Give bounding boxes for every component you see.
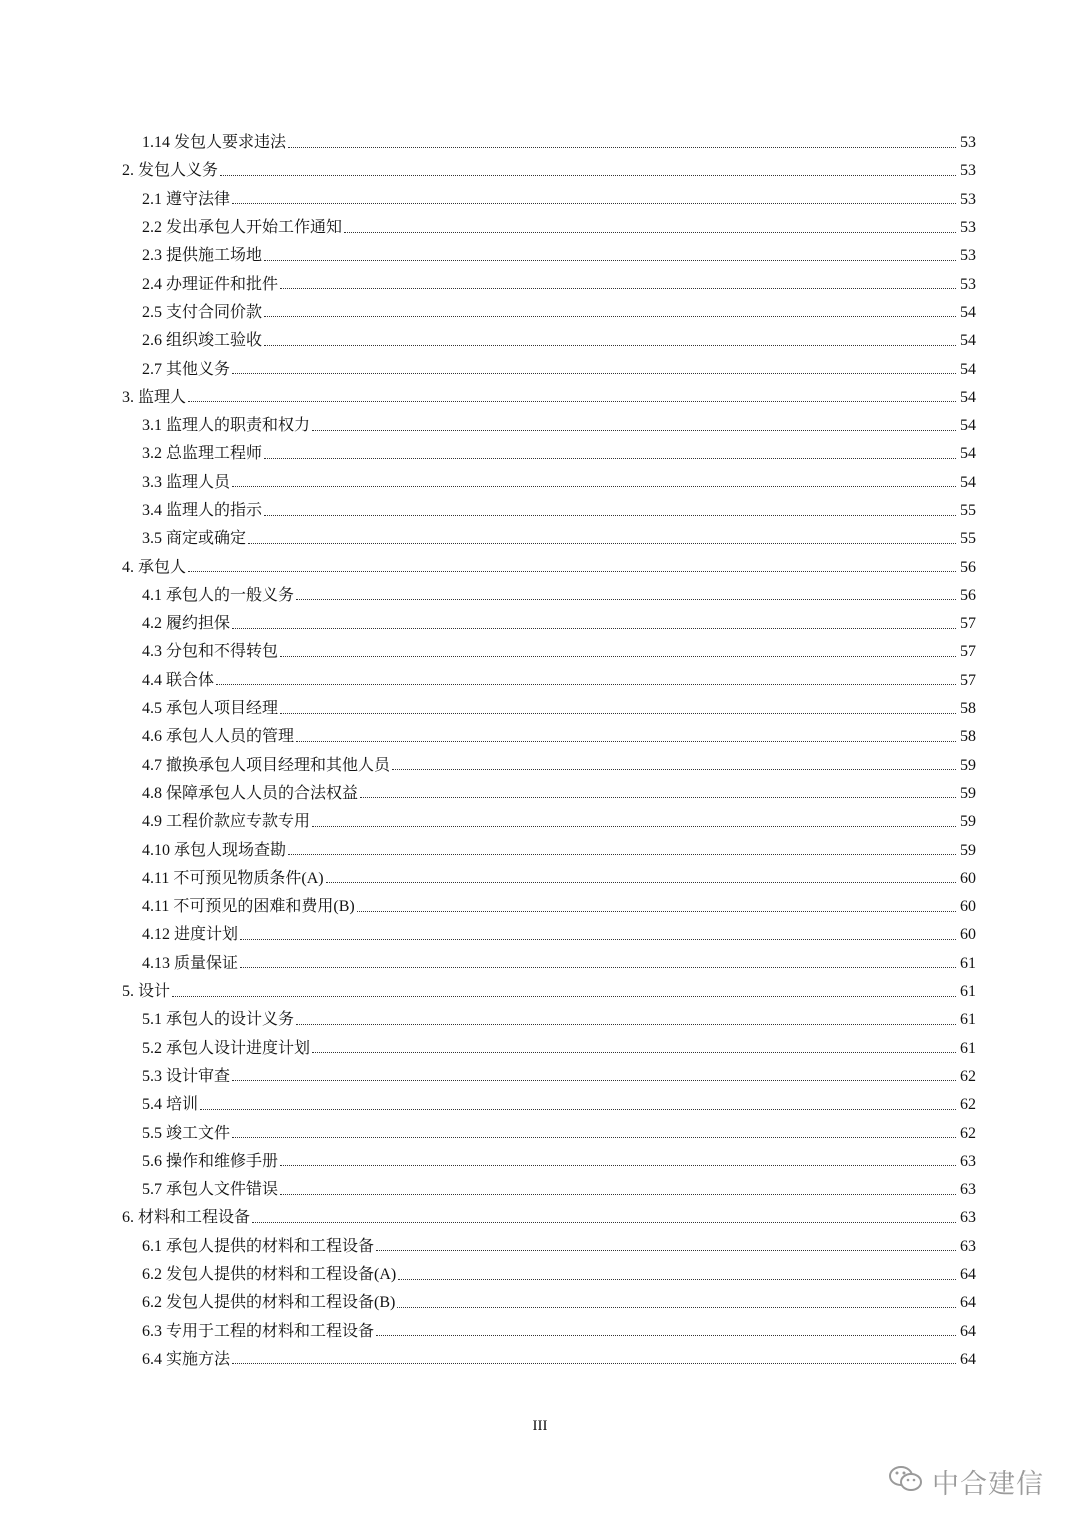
toc-leader-dots <box>232 628 956 629</box>
toc-entry-page: 54 <box>960 332 976 350</box>
toc-leader-dots <box>296 741 956 742</box>
toc-entry-title: 4.5 承包人项目经理 <box>142 700 279 718</box>
toc-leader-dots <box>392 769 956 770</box>
toc-entry-title: 6.4 实施方法 <box>142 1350 231 1368</box>
toc-entry-page: 61 <box>960 983 976 1001</box>
toc-leader-dots <box>376 1250 956 1251</box>
toc-leader-dots <box>280 1194 956 1195</box>
toc-entry-title: 4.10 承包人现场查勘 <box>142 841 287 859</box>
toc-entry-title: 3.2 总监理工程师 <box>142 445 263 463</box>
toc-leader-dots <box>172 996 956 997</box>
toc-leader-dots <box>216 684 956 685</box>
toc-entry[interactable] <box>0 1176 1080 1204</box>
toc-leader-dots <box>326 882 956 883</box>
toc-entry-page: 58 <box>960 728 976 746</box>
toc-entry-page: 56 <box>960 558 976 576</box>
toc-entry-page: 59 <box>960 784 976 802</box>
toc-entry[interactable] <box>0 865 1080 893</box>
toc-entry-title: 5. 设计 <box>122 983 171 1001</box>
toc-entry-page: 63 <box>960 1209 976 1227</box>
toc-entry-page: 56 <box>960 586 976 604</box>
toc-entry-page: 61 <box>960 1039 976 1057</box>
toc-entry[interactable] <box>0 1119 1080 1147</box>
toc-entry-title: 4.9 工程价款应专款专用 <box>142 813 311 831</box>
toc-entry-page: 62 <box>960 1096 976 1114</box>
toc-entry-page: 61 <box>960 1011 976 1029</box>
toc-entry-title: 4.2 履约担保 <box>142 615 231 633</box>
toc-leader-dots <box>232 486 956 487</box>
toc-entry-title: 2.3 提供施工场地 <box>142 247 263 265</box>
toc-entry-page: 62 <box>960 1067 976 1085</box>
toc-entry[interactable] <box>0 327 1080 355</box>
toc-entry[interactable] <box>0 582 1080 610</box>
toc-leader-dots <box>248 543 956 544</box>
toc-leader-dots <box>288 147 956 148</box>
toc-entry[interactable] <box>0 667 1080 695</box>
toc-entry-title: 3.1 监理人的职责和权力 <box>142 417 311 435</box>
toc-entry-title: 4.3 分包和不得转包 <box>142 643 279 661</box>
toc-entry[interactable] <box>0 299 1080 327</box>
toc-entry-title: 4.6 承包人人员的管理 <box>142 728 295 746</box>
toc-leader-dots <box>264 515 956 516</box>
toc-leader-dots <box>357 911 956 912</box>
toc-leader-dots <box>232 1137 956 1138</box>
toc-leader-dots <box>232 373 956 374</box>
toc-entry[interactable] <box>0 1317 1080 1345</box>
toc-entry-title: 5.5 竣工文件 <box>142 1124 231 1142</box>
toc-leader-dots <box>232 203 956 204</box>
toc-entry-page: 54 <box>960 473 976 491</box>
toc-entry-title: 6.3 专用于工程的材料和工程设备 <box>142 1322 375 1340</box>
toc-entry-page: 59 <box>960 813 976 831</box>
toc-leader-dots <box>252 1222 956 1223</box>
toc-entry[interactable] <box>0 752 1080 780</box>
toc-leader-dots <box>264 260 956 261</box>
toc-entry-title: 2.5 支付合同价款 <box>142 303 263 321</box>
toc-entry-title: 5.2 承包人设计进度计划 <box>142 1039 311 1057</box>
toc-leader-dots <box>220 175 956 176</box>
toc-leader-dots <box>312 826 956 827</box>
toc-entry-title: 3.4 监理人的指示 <box>142 502 263 519</box>
page-number: III <box>532 1418 548 1434</box>
toc-entry[interactable] <box>0 553 1080 581</box>
toc-entry-title: 6.1 承包人提供的材料和工程设备 <box>142 1237 375 1255</box>
toc-entry-page: 59 <box>960 841 976 859</box>
watermark-text: 中合建信 <box>932 1468 1044 1500</box>
table-of-contents <box>0 129 1080 1374</box>
toc-entry[interactable] <box>0 836 1080 864</box>
toc-leader-dots <box>280 656 956 657</box>
toc-entry[interactable] <box>0 695 1080 723</box>
toc-entry[interactable] <box>0 978 1080 1006</box>
toc-entry-title: 4.1 承包人的一般义务 <box>142 586 295 604</box>
toc-leader-dots <box>188 571 956 572</box>
toc-entry-title: 2.4 办理证件和批件 <box>142 275 279 293</box>
toc-entry-title: 4.11 不可预见的困难和费用(B) <box>142 898 355 916</box>
toc-entry[interactable] <box>0 214 1080 242</box>
toc-entry[interactable] <box>0 921 1080 949</box>
toc-entry-page: 60 <box>960 898 976 916</box>
toc-entry-title: 2.6 组织竣工验收 <box>142 332 263 350</box>
toc-leader-dots <box>312 430 956 431</box>
toc-entry-page: 60 <box>960 869 976 887</box>
toc-entry[interactable] <box>0 1006 1080 1034</box>
toc-entry[interactable] <box>0 950 1080 978</box>
toc-entry[interactable] <box>0 780 1080 808</box>
toc-leader-dots <box>376 1335 956 1336</box>
toc-entry-title: 2.2 发出承包人开始工作通知 <box>142 219 343 237</box>
toc-leader-dots <box>280 288 956 289</box>
toc-entry-page: 53 <box>960 247 976 265</box>
toc-entry-page: 53 <box>960 219 976 237</box>
toc-entry-page: 63 <box>960 1237 976 1255</box>
toc-entry-title: 4.4 联合体 <box>142 671 215 689</box>
toc-entry-page: 57 <box>960 615 976 633</box>
toc-entry[interactable] <box>0 1035 1080 1063</box>
toc-entry-page: 60 <box>960 926 976 944</box>
toc-entry[interactable] <box>0 384 1080 412</box>
toc-entry[interactable] <box>0 723 1080 751</box>
toc-entry-title: 4.13 质量保证 <box>142 954 239 972</box>
toc-entry-page: 55 <box>960 502 976 519</box>
toc-entry-title: 5.4 培训 <box>142 1096 199 1114</box>
toc-entry[interactable] <box>0 412 1080 440</box>
toc-entry[interactable] <box>0 469 1080 497</box>
toc-entry[interactable] <box>0 1346 1080 1374</box>
toc-entry[interactable] <box>0 497 1080 525</box>
toc-entry[interactable] <box>0 610 1080 638</box>
toc-entry[interactable] <box>0 1148 1080 1176</box>
toc-entry-title: 2.1 遵守法律 <box>142 190 231 208</box>
toc-entry-title: 5.7 承包人文件错误 <box>142 1181 279 1199</box>
toc-leader-dots <box>188 401 956 402</box>
toc-leader-dots <box>264 458 956 459</box>
toc-entry-title: 4.12 进度计划 <box>142 926 239 944</box>
toc-leader-dots <box>296 599 956 600</box>
toc-leader-dots <box>264 316 956 317</box>
toc-entry-page: 57 <box>960 643 976 661</box>
toc-entry-title: 5.1 承包人的设计义务 <box>142 1011 295 1029</box>
toc-entry-page: 54 <box>960 388 976 406</box>
toc-entry-page: 64 <box>960 1294 976 1312</box>
toc-entry[interactable] <box>0 129 1080 157</box>
toc-entry-page: 63 <box>960 1152 976 1170</box>
toc-entry-page: 53 <box>960 190 976 208</box>
toc-leader-dots <box>280 713 956 714</box>
toc-leader-dots <box>232 1363 956 1364</box>
toc-leader-dots <box>280 1165 956 1166</box>
toc-entry[interactable] <box>0 893 1080 921</box>
toc-entry-title: 4.7 撤换承包人项目经理和其他人员 <box>142 756 391 774</box>
toc-entry[interactable] <box>0 1063 1080 1091</box>
toc-entry[interactable] <box>0 186 1080 214</box>
toc-leader-dots <box>240 939 956 940</box>
toc-leader-dots <box>288 854 956 855</box>
toc-entry-page: 53 <box>960 275 976 293</box>
toc-entry[interactable] <box>0 1204 1080 1232</box>
toc-entry-title: 6.2 发包人提供的材料和工程设备(A) <box>142 1266 397 1284</box>
toc-entry-page: 63 <box>960 1181 976 1199</box>
toc-entry[interactable] <box>0 1261 1080 1289</box>
toc-entry[interactable] <box>0 270 1080 298</box>
toc-leader-dots <box>360 797 956 798</box>
toc-entry[interactable] <box>0 808 1080 836</box>
toc-entry-page: 61 <box>960 954 976 972</box>
toc-entry[interactable] <box>0 1289 1080 1317</box>
toc-entry-title: 3.3 监理人员 <box>142 473 231 491</box>
toc-entry-title: 1.14 发包人要求违法 <box>142 134 287 152</box>
toc-entry-title: 5.6 操作和维修手册 <box>142 1152 279 1170</box>
toc-entry[interactable] <box>0 355 1080 383</box>
toc-entry-page: 55 <box>960 530 976 548</box>
toc-entry[interactable] <box>0 1233 1080 1261</box>
toc-entry[interactable] <box>0 525 1080 553</box>
toc-entry-page: 64 <box>960 1322 976 1340</box>
toc-leader-dots <box>240 967 956 968</box>
toc-leader-dots <box>232 1080 956 1081</box>
toc-entry-page: 64 <box>960 1350 976 1368</box>
toc-entry-page: 53 <box>960 134 976 152</box>
toc-entry-page: 53 <box>960 162 976 180</box>
toc-entry-title: 3. 监理人 <box>122 388 187 406</box>
toc-entry-title: 2.7 其他义务 <box>142 360 231 378</box>
toc-entry[interactable] <box>0 157 1080 185</box>
toc-entry-page: 58 <box>960 700 976 718</box>
toc-entry[interactable] <box>0 440 1080 468</box>
toc-entry-title: 6. 材料和工程设备 <box>122 1209 251 1227</box>
toc-entry-page: 59 <box>960 756 976 774</box>
toc-entry-page: 62 <box>960 1124 976 1142</box>
toc-entry-title: 2. 发包人义务 <box>122 162 219 180</box>
toc-entry-page: 64 <box>960 1266 976 1284</box>
toc-entry-title: 3.5 商定或确定 <box>142 530 247 548</box>
watermark <box>888 1461 1044 1501</box>
toc-entry-title: 4.8 保障承包人人员的合法权益 <box>142 784 359 802</box>
toc-leader-dots <box>264 345 956 346</box>
toc-entry[interactable] <box>0 1091 1080 1119</box>
toc-leader-dots <box>398 1279 956 1280</box>
toc-entry-title: 4.11 不可预见物质条件(A) <box>142 869 324 887</box>
toc-entry-title: 4. 承包人 <box>122 558 187 576</box>
toc-leader-dots <box>296 1024 956 1025</box>
toc-leader-dots <box>312 1052 956 1053</box>
toc-entry-page: 54 <box>960 303 976 321</box>
toc-leader-dots <box>200 1109 956 1110</box>
toc-entry-page: 54 <box>960 445 976 463</box>
toc-entry-title: 6.2 发包人提供的材料和工程设备(B) <box>142 1294 396 1312</box>
toc-entry-title: 5.3 设计审查 <box>142 1067 231 1085</box>
toc-entry[interactable] <box>0 242 1080 270</box>
toc-entry-page: 57 <box>960 671 976 689</box>
toc-leader-dots <box>397 1307 956 1308</box>
toc-leader-dots <box>344 232 956 233</box>
toc-entry[interactable] <box>0 638 1080 666</box>
toc-entry-page: 54 <box>960 360 976 378</box>
wechat-icon <box>888 1464 932 1499</box>
toc-entry-page: 54 <box>960 417 976 435</box>
